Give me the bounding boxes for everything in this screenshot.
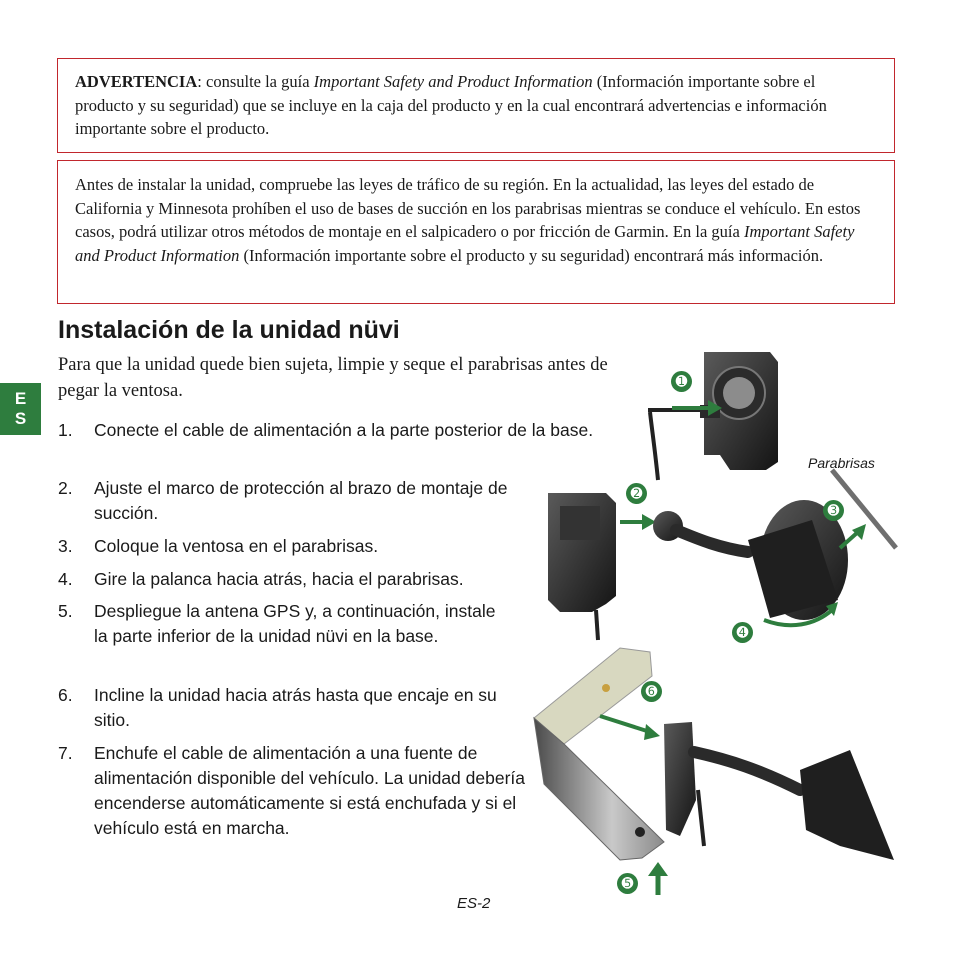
notice-text: Antes de instalar la unidad, compruebe las leyes de tráfico de su región. En la actualidad, las leyes del estado de California y Minnesota prohíben el uso de bases de succión en los parabrisas mientras se conduce el vehículo. En estos casos, podrá utilizar otros métodos de montaje en el salpicadero o por fricción de Garmin. En la guía Important Safety and Product Information (Información importante sobre el producto y su seguridad) encontrará más información. — [75, 175, 861, 265]
step-number: 2. — [58, 478, 73, 498]
section-title: Instalación de la unidad nüvi — [58, 316, 400, 344]
nuvi-device — [534, 648, 664, 860]
step-badge-4: ➍ — [732, 622, 753, 643]
page-number: ES-2 — [457, 895, 491, 912]
guide-title: Important Safety and Product Information — [75, 222, 855, 265]
power-cable — [650, 412, 658, 480]
step-text: Incline la unidad hacia atrás hasta que encaje en su sitio. — [94, 685, 497, 730]
mount-arm — [664, 722, 894, 860]
warning-text: ADVERTENCIA: consulte la guía Important Safety and Product Information (Información importante sobre el producto y su seguridad) que se incluye en la caja del producto y en la cual encontrará advertencias e información importante sobre el producto. — [75, 72, 827, 138]
step-number: 4. — [58, 569, 73, 589]
step-badge-5: ➎ — [617, 873, 638, 894]
guide-title: Important Safety and Product Information — [313, 72, 593, 91]
step-badge-6: ➏ — [641, 681, 662, 702]
suction-mount — [653, 500, 848, 620]
step-badge-2: ➋ — [626, 483, 647, 504]
windshield-caption: Parabrisas — [808, 455, 875, 471]
warning-label: ADVERTENCIA — [75, 72, 198, 91]
language-tab-letter: S — [14, 409, 27, 428]
step-number: 5. — [58, 601, 73, 621]
step-text: Ajuste el marco de protección al brazo de montaje de succión. — [94, 478, 508, 523]
arrow-6-icon — [600, 716, 650, 732]
arrow-6-head-icon — [644, 724, 660, 740]
step-text: Coloque la ventosa en el parabrisas. — [94, 536, 379, 556]
step-badge-1: ➊ — [671, 371, 692, 392]
step-text: Despliegue la antena GPS y, a continuación, instale la parte inferior de la unidad nüvi en la base. — [94, 601, 496, 646]
step-number: 1. — [58, 420, 73, 440]
step-number: 3. — [58, 536, 73, 556]
step-number: 6. — [58, 685, 73, 705]
step-text: Gire la palanca hacia atrás, hacia el parabrisas. — [94, 569, 464, 589]
step-text: Conecte el cable de alimentación a la parte posterior de la base. — [94, 420, 594, 440]
section-intro: Para que la unidad quede bien sujeta, limpie y seque el parabrisas antes de pegar la ventosa. — [58, 355, 608, 401]
step-text: Enchufe el cable de alimentación a una fuente de alimentación disponible del vehículo. La unidad debería encenderse automáticamente si está enchufada y si el vehículo está en marcha. — [94, 743, 525, 838]
arrow-5-head-icon — [648, 862, 668, 876]
cradle-middle — [548, 493, 616, 640]
language-tab-letter: E — [14, 389, 27, 408]
step-number: 7. — [58, 743, 73, 763]
step-badge-3: ➌ — [823, 500, 844, 521]
